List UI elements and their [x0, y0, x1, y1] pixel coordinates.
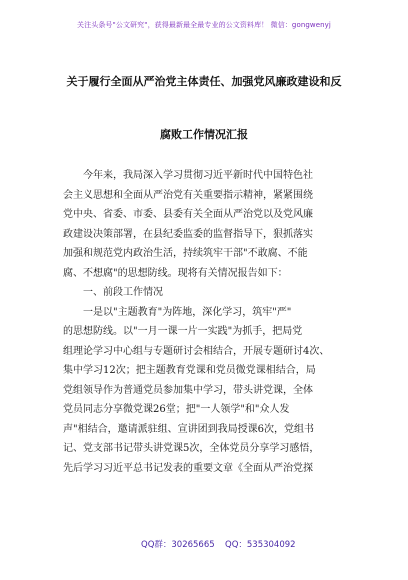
body-line: 政建设决策部署，在县纪委监委的监督指导下，狠抓落实 — [63, 228, 313, 240]
body-line: 的思想防线。以"一月一课一片一实践"为抓手，把局党 — [63, 326, 303, 337]
qq-number-text: QQ：535304092 — [225, 540, 296, 550]
body-line: 今年来，我局深入学习贯彻习近平新时代中国特色社 — [83, 170, 313, 181]
body-line: 加强和规范党内政治生活，持续筑牢干部"不敢腐、不能 — [63, 248, 308, 259]
body-line: 集中学习12次；把主题教育党课和党员微党课相结合，局 — [63, 365, 316, 376]
body-line: 记、党支部书记带头讲党课5次，全体党员分享学习感悟， — [63, 443, 320, 454]
body-line: 会主义思想和全面从严治党有关重要指示精神，紧紧围绕 — [63, 189, 313, 201]
body-line: 先后学习习近平总书记发表的重要文章《全面从严治党探 — [63, 462, 313, 474]
body-line: 党组领导作为普通党员参加集中学习，带头讲党课，全体 — [63, 384, 313, 396]
document-title-line-1: 关于履行全面从严治党主体责任、加强党风廉政建设和反 — [66, 75, 342, 88]
body-line: 腐、不想腐"的思想防线。现将有关情况报告如下： — [63, 267, 288, 279]
body-line: 党中央、省委、市委、县委有关全面从严治党以及党风廉 — [63, 209, 313, 220]
document-title-line-2: 腐败工作情况汇报 — [160, 128, 248, 141]
section-heading: 一、前段工作情况 — [83, 287, 163, 298]
document-body — [63, 166, 347, 478]
body-line: 组理论学习中心组与专题研讨会相结合，开展专题研讨4次、 — [63, 345, 330, 357]
qq-group-text: QQ群：30265665 — [141, 540, 215, 550]
body-line: 党员同志分享微党课26堂；把"一人领学"和"众人发 — [63, 404, 290, 415]
promo-banner: 关注头条号"公文研究"，获得最新最全最专业的公文资料库！ 微信：gongwenyj — [77, 21, 331, 29]
body-line: 声"相结合，邀请派驻组、宣讲团到我局授课6次，党组书 — [63, 423, 314, 435]
body-line: 一是以"主题教育"为阵地，深化学习，筑牢"严" — [83, 306, 292, 318]
